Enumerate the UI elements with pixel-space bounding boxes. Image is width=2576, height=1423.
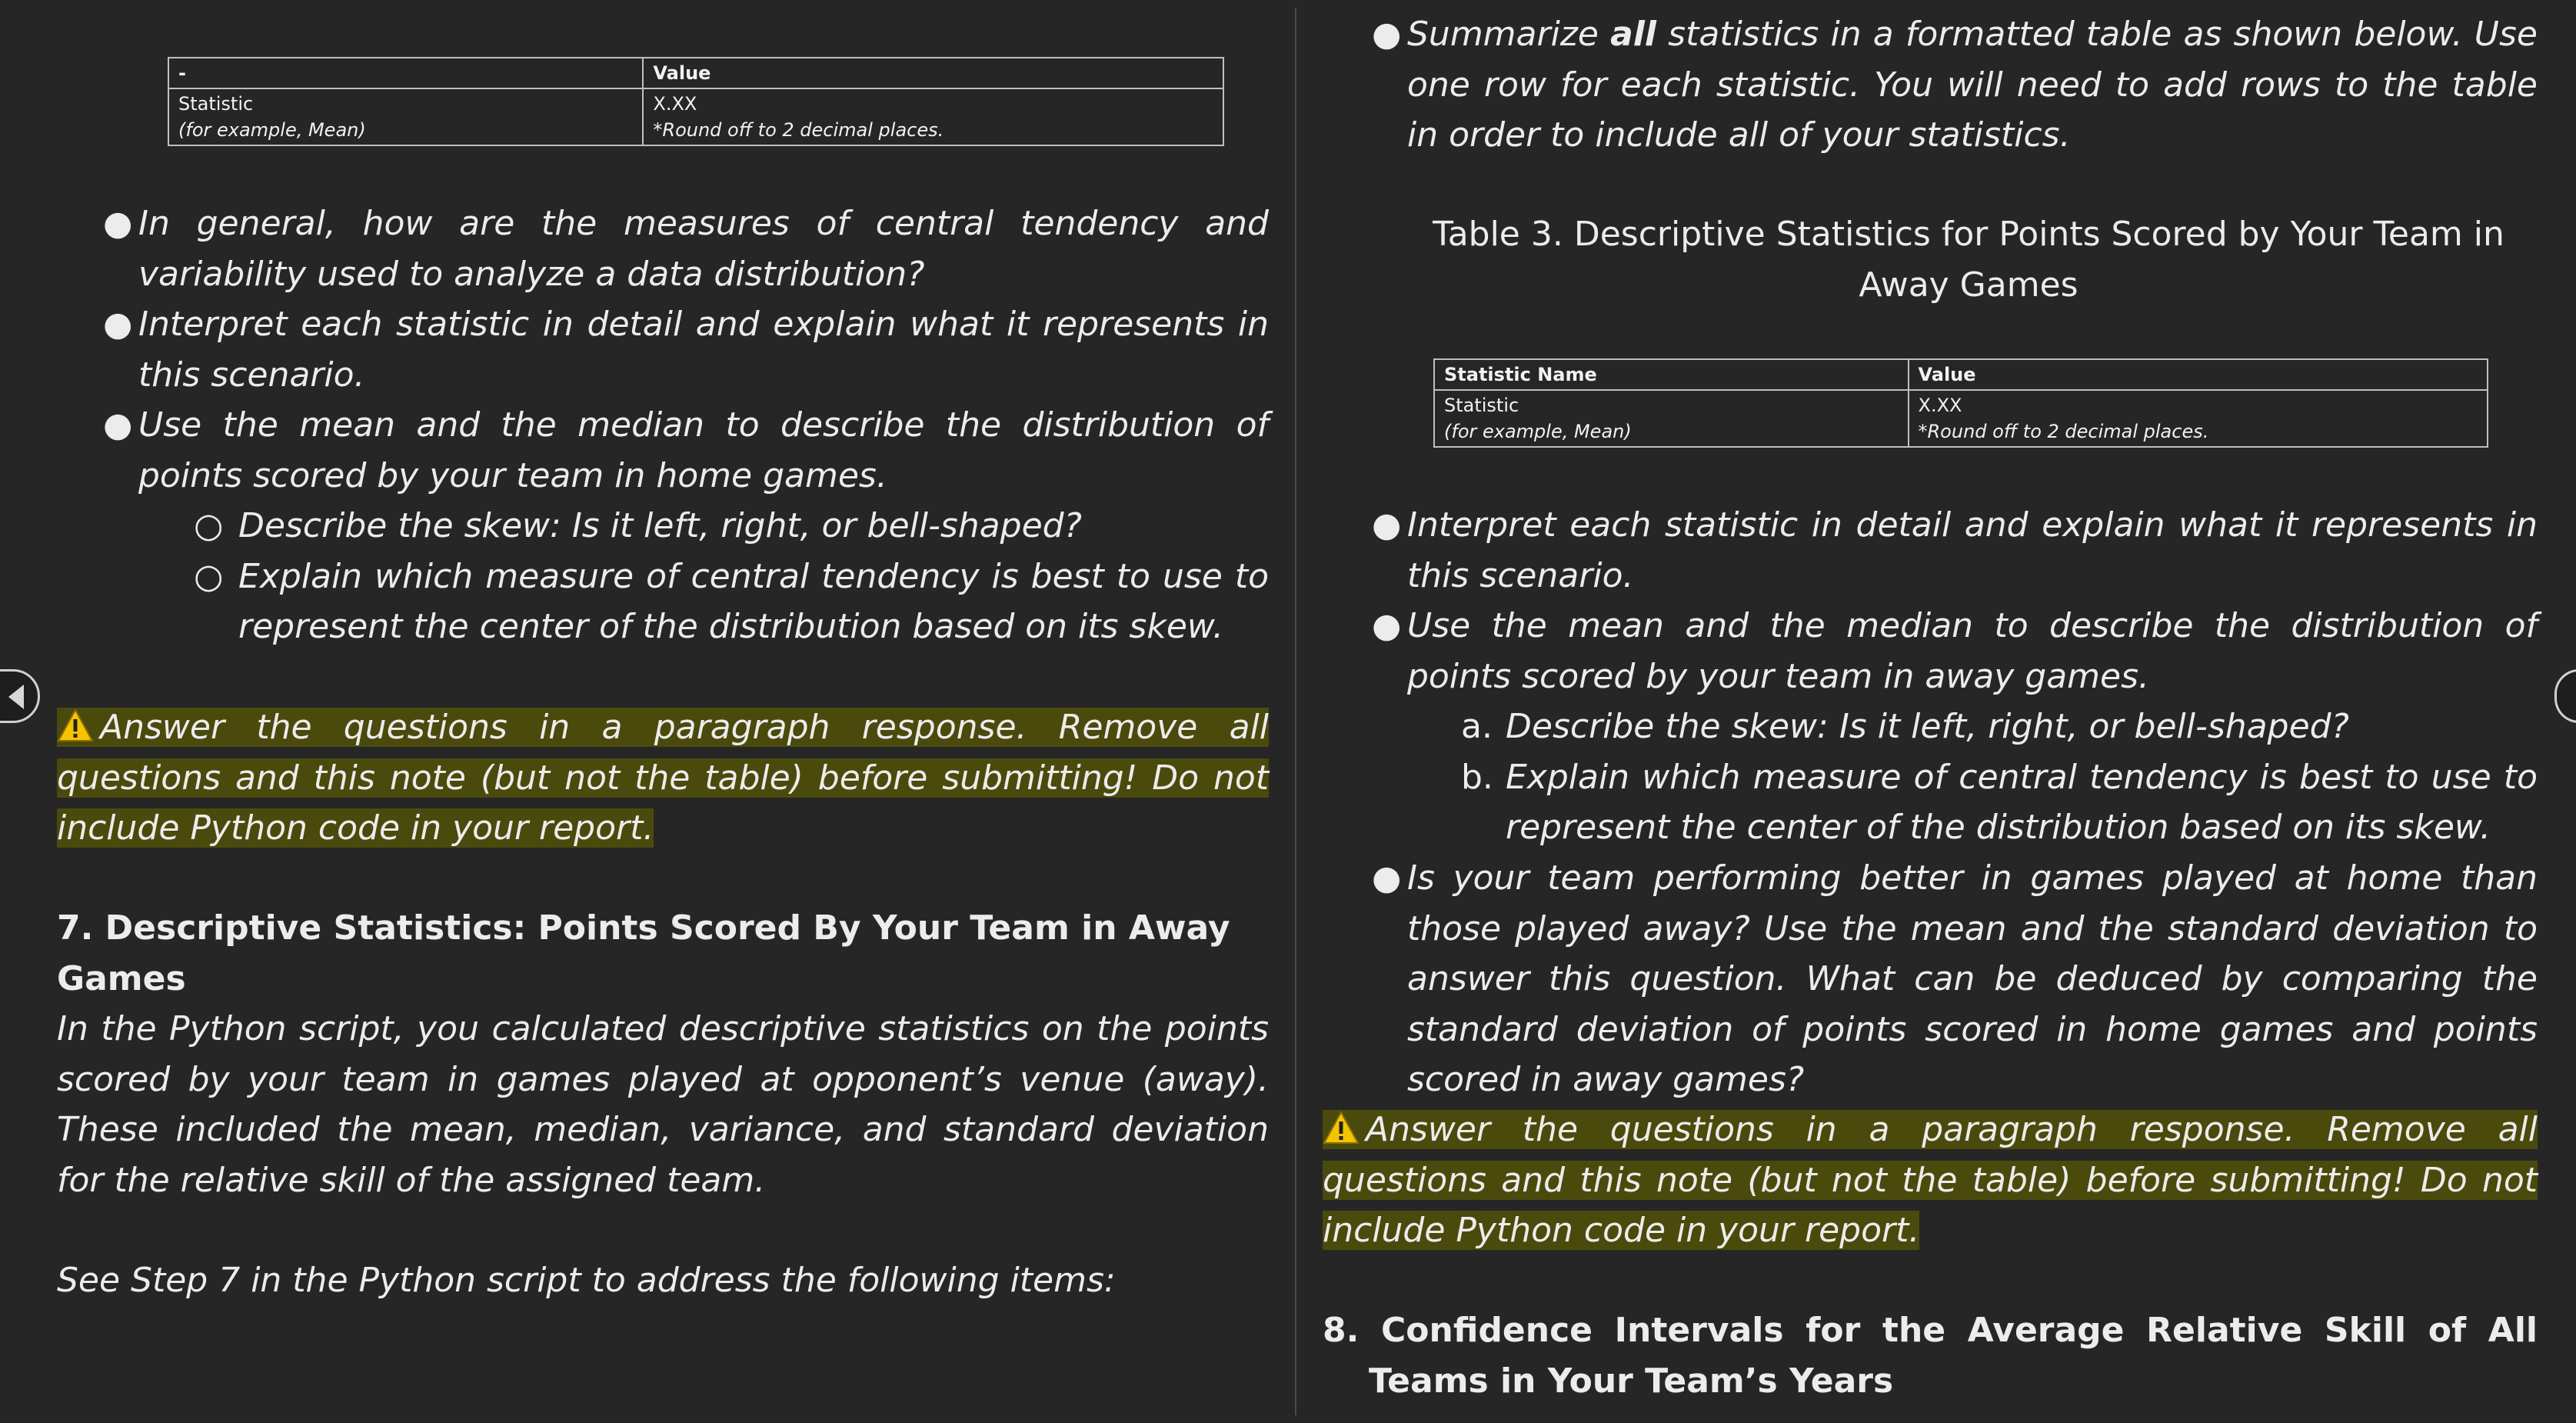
sub-item-marker: a. — [1461, 707, 1493, 746]
list-item: ● Use the mean and the median to describe the distribution of points scored by your team in home games. — [103, 400, 1269, 501]
comparison-question-list — [1372, 853, 2538, 1105]
step-reference: See Step 7 in the Python script to address the following items: — [57, 1261, 1116, 1300]
table-cell — [1434, 390, 1909, 447]
list-item: ● Use the mean and the median to describe the distribution of points scored by your team in away games. — [1372, 601, 2538, 702]
chevron-left-icon — [5, 682, 28, 712]
list-item: ● Summarize all statistics in a formatted table as shown below. Use one row for each statistic. You will need to add rows to the table in order to include all of your statistics. — [1372, 9, 2538, 161]
table-row — [1434, 390, 2488, 447]
list-item: ● Interpret each statistic in detail and explain what it represents in this scenario. — [103, 299, 1269, 400]
hollow-bullet-icon: ○ — [194, 506, 224, 545]
instruction-note: Answer the questions in a paragraph response. Remove all questions and this note (but not the table) before submitting! Do not include Python code in your report. — [57, 708, 1269, 848]
table-cell — [1909, 390, 2488, 447]
statistics-table-template — [168, 57, 1224, 146]
section-heading: 7. Descriptive Statistics: Points Scored By Your Team in Away Games — [57, 908, 1230, 998]
table-header-row — [168, 58, 1223, 88]
bullet-icon: ● — [103, 204, 133, 243]
table-row — [168, 88, 1223, 145]
section-paragraph: In the Python script, you calculated descriptive statistics on the points scored by your team in games played at opponent’s venue (away). These included the mean, median, variance, and standard deviation for the relative skill of the assigned team. — [57, 1009, 1269, 1200]
table-caption: Table 3. Descriptive Statistics for Points Scored by Your Team in Away Games — [1433, 215, 2504, 305]
warning-icon — [1323, 1110, 1360, 1145]
hollow-bullet-icon: ○ — [194, 556, 224, 596]
table-cell — [643, 88, 1223, 145]
sub-item-marker: b. — [1461, 757, 1493, 797]
bullet-icon: ● — [103, 305, 133, 344]
list-item: a. Describe the skew: Is it left, right, or bell-shaped? — [1461, 702, 2538, 752]
value-placeholder: X.XX — [653, 93, 697, 115]
statistic-example: (for example, Mean) — [1444, 421, 1632, 442]
table-cell — [168, 88, 643, 145]
question-list — [1372, 500, 2538, 702]
sub-question-list — [194, 501, 1269, 652]
bullet-icon: ● — [1372, 15, 1402, 54]
bullet-icon: ● — [1372, 858, 1402, 898]
rounding-note: *Round off to 2 decimal places. — [1918, 421, 2209, 442]
statistic-example: (for example, Mean) — [178, 119, 366, 141]
bullet-icon: ● — [103, 405, 133, 445]
question-list — [103, 198, 1269, 501]
table-header-cell: Statistic Name — [1434, 359, 1909, 390]
list-item: ● In general, how are the measures of central tendency and variability used to analyze a data distribution? — [103, 198, 1269, 299]
list-item: ○ Describe the skew: Is it left, right, or bell-shaped? — [194, 501, 1269, 552]
statistics-table-template — [1433, 358, 2488, 448]
warning-icon — [57, 708, 94, 743]
section-heading: 8. Confidence Intervals for the Average Relative Skill of All Teams in Your Team’s Years — [1323, 1311, 2538, 1401]
list-item: ● Interpret each statistic in detail and explain what it represents in this scenario. — [1372, 500, 2538, 601]
summary-instruction-list — [1372, 9, 2538, 161]
bullet-icon: ● — [1372, 606, 1402, 645]
table-header-cell: Value — [1909, 359, 2488, 390]
list-item: ● Is your team performing better in games played at home than those played away? Use the mean and the standard deviation to answer this question. What can be deduced by comparing the standard deviation of points scored in home games and points scored in away games? — [1372, 853, 2538, 1105]
table-header-cell: - — [168, 58, 643, 88]
bullet-icon: ● — [1372, 505, 1402, 545]
right-page — [1300, 0, 2576, 1423]
page-divider — [1295, 8, 1296, 1415]
instruction-note: Answer the questions in a paragraph response. Remove all questions and this note (but not the table) before submitting! Do not include Python code in your report. — [1323, 1110, 2538, 1250]
sub-question-list — [1461, 702, 2538, 853]
statistic-label: Statistic — [1444, 395, 1519, 416]
rounding-note: *Round off to 2 decimal places. — [653, 119, 944, 141]
list-item: ○ Explain which measure of central tendency is best to use to represent the center of the distribution based on its skew. — [194, 552, 1269, 652]
statistic-label: Statistic — [178, 93, 254, 115]
value-placeholder: X.XX — [1918, 395, 1962, 416]
table-header-cell: Value — [643, 58, 1223, 88]
list-item: b. Explain which measure of central tendency is best to use to represent the center of the distribution based on its skew. — [1461, 752, 2538, 853]
table-header-row — [1434, 359, 2488, 390]
